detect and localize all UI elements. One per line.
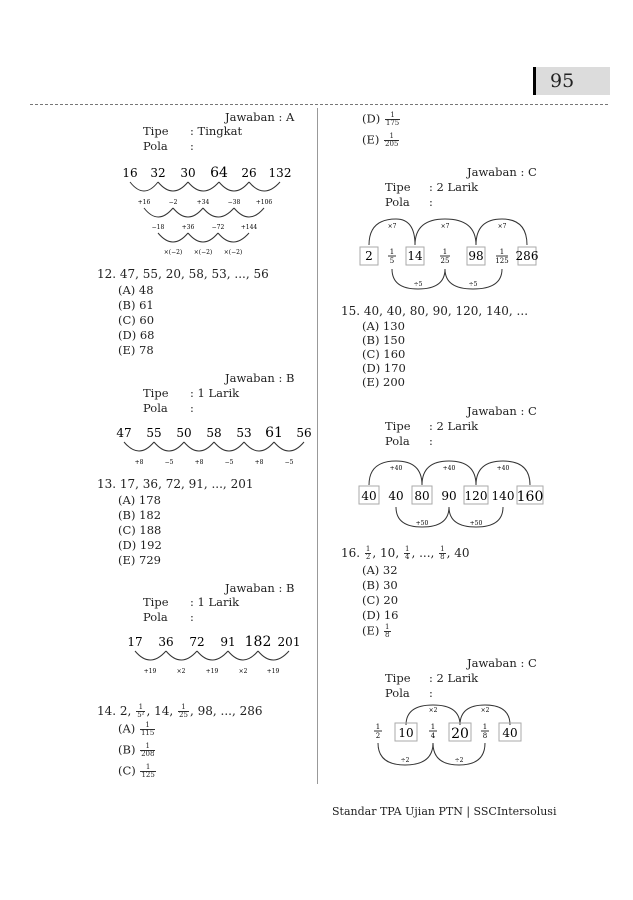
q11-diff1: −2: [168, 199, 178, 206]
q14-top-label: ×7: [497, 223, 507, 230]
q12-option: (B) 61: [118, 298, 154, 312]
q11-diff3: ×(−2): [163, 249, 183, 256]
q14-prefix: 14. 2,: [97, 704, 132, 718]
q11-arc2: [234, 208, 264, 217]
q15-bottom-label: +50: [415, 520, 429, 527]
q16-bottom-label: ÷2: [400, 757, 410, 764]
q13-arc: [135, 651, 166, 660]
q16-box-value: 20: [451, 726, 469, 742]
q14-box-value: 14: [407, 249, 423, 263]
q15-tipe-label: Tipe: [385, 419, 411, 433]
q16-option-frac: $\frac{1}{8}$: [385, 623, 390, 639]
q13-term: 72: [189, 635, 205, 649]
q12-arc: [274, 442, 304, 451]
q13-question: 13. 17, 36, 72, 91, ..., 201: [97, 477, 254, 491]
q11-arc3: [188, 233, 218, 242]
q11-arc: [219, 182, 249, 191]
q14-bottom-label: ÷5: [413, 281, 423, 288]
q11-arc2: [144, 208, 173, 217]
q14-option-frac: $\frac{1}{205}$: [385, 132, 399, 148]
q16-question: 16. $\frac{1}{2}$ , 10, $\frac{1}{4}$ , ..., $\frac{1}{8}$ , 40: [341, 545, 470, 561]
q16-option: (E) $\frac{1}{8}$: [362, 623, 390, 639]
q14-term: 98, ..., 286: [197, 704, 263, 718]
q13-tipe-label: Tipe: [143, 595, 169, 609]
q16-frac-den: 2: [375, 732, 381, 740]
q13-diff: +19: [266, 668, 280, 675]
q16-option: (D) 16: [362, 608, 399, 622]
q15-option: (B) 150: [362, 333, 406, 347]
q16-frac-den: 8: [482, 732, 488, 740]
q16-diagram: [360, 695, 530, 773]
q15-option: (D) 170: [362, 361, 406, 375]
q12-term: 56: [296, 426, 312, 440]
q13-term: 17: [127, 635, 143, 649]
q16-prefix: 16.: [341, 546, 361, 560]
q12-option: (E) 78: [118, 343, 154, 357]
q16-frac-num: 1: [375, 723, 381, 731]
q11-arc: [249, 182, 280, 191]
q14-frac-den: 25: [440, 257, 450, 265]
q14-frac: $\frac{1}{\text{5²}}$: [137, 703, 145, 719]
q12-diff: +8: [134, 459, 144, 466]
q13-arc: [166, 651, 197, 660]
q16-top-label: ×2: [428, 707, 438, 714]
q13-term: 91: [220, 635, 236, 649]
q11-pola-label: Pola: [143, 139, 168, 153]
q16-term: 10,: [380, 546, 400, 560]
q16-pola-value: :: [429, 686, 433, 700]
q11-diff3: ×(−2): [223, 249, 243, 256]
q13-pola-value: :: [190, 610, 194, 624]
q11-diff2: +144: [240, 224, 258, 231]
q13-option: (C) 188: [118, 523, 162, 537]
q13-diff: ×2: [176, 668, 186, 675]
q16-bottom-label: ÷2: [454, 757, 464, 764]
q14-top-label: ×7: [440, 223, 450, 230]
q15-question: 15. 40, 40, 80, 90, 120, 140, ...: [341, 304, 529, 318]
q11-term: 32: [150, 166, 166, 180]
q12-diff: +8: [254, 459, 264, 466]
q14-option: (E) $\frac{1}{205}$: [362, 132, 399, 148]
q15-top-label: +40: [389, 465, 403, 472]
q14-option-frac: $\frac{1}{115}$: [140, 721, 155, 737]
q14-bottom-label: ÷5: [468, 281, 478, 288]
q16-option: (A) 32: [362, 563, 398, 577]
q11-diff2: −72: [211, 224, 225, 231]
q13-option: (E) 729: [118, 553, 161, 567]
q16-term: 40: [454, 546, 470, 560]
q11-arc2: [203, 208, 234, 217]
q14-option-frac: $\frac{1}{208}$: [141, 742, 155, 758]
q15-option: (A) 130: [362, 319, 405, 333]
q14-frac: $\frac{1}{25}$: [179, 703, 188, 719]
q12-term: 50: [176, 426, 192, 440]
q16-frac: $\frac{1}{2}$: [365, 545, 371, 561]
q14-pola-label: Pola: [385, 195, 410, 209]
q12-diff: −5: [224, 459, 234, 466]
q11-term-answer: 64: [210, 165, 228, 181]
q12-diagram: [110, 423, 315, 468]
q15-term: 80: [414, 489, 430, 503]
q11-jawaban: Jawaban : A: [225, 110, 295, 124]
q13-term: 201: [277, 635, 301, 649]
q16-option: (B) 30: [362, 578, 398, 592]
q15-tipe-value: : 2 Larik: [429, 419, 479, 433]
q12-arc: [244, 442, 274, 451]
q11-diff1: +16: [137, 199, 151, 206]
q13-diff: +19: [205, 668, 219, 675]
q12-arc: [184, 442, 214, 451]
q12-arc: [214, 442, 244, 451]
q13-option: (B) 182: [118, 508, 162, 522]
q12-term-answer: 61: [265, 425, 283, 441]
q13-arc: [228, 651, 258, 660]
q14-top-label: ×7: [387, 223, 397, 230]
q12-pola-value: :: [190, 401, 194, 415]
q12-question: 12. 47, 55, 20, 58, 53, ..., 56: [97, 267, 269, 281]
q16-box-value: 10: [398, 726, 414, 740]
q16-option: (C) 20: [362, 593, 399, 607]
q11-arc: [130, 182, 158, 191]
q16-top-label: ×2: [480, 707, 490, 714]
q13-option: (D) 192: [118, 538, 162, 552]
q11-term: 26: [241, 166, 257, 180]
q12-option: (C) 60: [118, 313, 155, 327]
q11-tipe-label: Tipe: [143, 124, 169, 138]
q13-diff: ×2: [238, 668, 248, 675]
q15-pola-label: Pola: [385, 434, 410, 448]
q13-arc: [258, 651, 289, 660]
q12-term: 47: [116, 426, 132, 440]
q12-arc: [154, 442, 184, 451]
q16-jawaban: Jawaban : C: [467, 656, 537, 670]
q15-bottom-label: +50: [469, 520, 483, 527]
q15-top-label: +40: [496, 465, 510, 472]
q14-option: (C) $\frac{1}{125}$: [118, 763, 155, 779]
q11-diff3: ×(−2): [193, 249, 213, 256]
q16-tipe-label: Tipe: [385, 671, 411, 685]
q14-tipe-label: Tipe: [385, 180, 411, 194]
q15-jawaban: Jawaban : C: [467, 404, 537, 418]
q12-term: 53: [236, 426, 252, 440]
q16-frac-den: 4: [430, 732, 436, 740]
q14-frac-den: 125: [495, 257, 509, 265]
q14-frac-den: 5: [389, 257, 395, 265]
q15-pola-value: :: [429, 434, 433, 448]
q11-arc: [158, 182, 188, 191]
q13-jawaban: Jawaban : B: [225, 581, 295, 595]
q12-tipe-value: : 1 Larik: [190, 386, 240, 400]
q13-term: 36: [158, 635, 174, 649]
q16-frac-num: 1: [482, 723, 488, 731]
q14-box-value: 2: [365, 249, 373, 263]
q14-option: (D) $\frac{1}{175}$: [362, 111, 400, 127]
q14-tipe-value: : 2 Larik: [429, 180, 479, 194]
q11-diff2: −18: [151, 224, 165, 231]
q15-term: 40: [361, 489, 377, 503]
q12-diff: −5: [284, 459, 294, 466]
q12-term: 58: [206, 426, 222, 440]
q14-option: (A) $\frac{1}{115}$: [118, 721, 155, 737]
q16-pola-label: Pola: [385, 686, 410, 700]
q14-option: (B) $\frac{1}{208}$: [118, 742, 155, 758]
footer-text: Standar TPA Ujian PTN | SSCIntersolusi: [332, 805, 557, 818]
q15-option: (C) 160: [362, 347, 406, 361]
q12-diff: +8: [194, 459, 204, 466]
q14-option-frac: $\frac{1}{125}$: [141, 763, 155, 779]
page-number: 95: [550, 70, 575, 92]
q15-diagram: [355, 455, 545, 533]
q16-frac: $\frac{1}{4}$: [404, 545, 410, 561]
q11-arc3: [218, 233, 249, 242]
q14-diagram: [355, 215, 545, 293]
q13-term-answer: 182: [244, 634, 272, 650]
page-number-box: [533, 67, 610, 95]
q11-arc3: [158, 233, 188, 242]
header-divider: [30, 104, 608, 105]
q13-pola-label: Pola: [143, 610, 168, 624]
q14-option-frac: $\frac{1}{175}$: [385, 111, 400, 127]
q11-diff1: +106: [255, 199, 273, 206]
q15-option: (E) 200: [362, 375, 405, 389]
q15-term: 120: [464, 489, 488, 503]
q15-term: 140: [491, 489, 515, 503]
q13-arc: [197, 651, 228, 660]
q16-frac-num: 1: [430, 723, 436, 731]
q15-top-label: +40: [442, 465, 456, 472]
column-divider: [317, 108, 318, 784]
q11-diff1: −38: [227, 199, 241, 206]
q15-term: 40: [388, 489, 404, 503]
q14-box-value: 98: [468, 249, 484, 263]
q14-frac-num: 1: [499, 248, 505, 256]
q11-diagram: [110, 160, 310, 265]
q11-term: 30: [180, 166, 196, 180]
q13-diff: +19: [143, 668, 157, 675]
q14-frac-num: 1: [442, 248, 448, 256]
q16-frac: $\frac{1}{8}$: [440, 545, 445, 561]
q11-term: 132: [268, 166, 292, 180]
q13-option: (A) 178: [118, 493, 161, 507]
q12-pola-label: Pola: [143, 401, 168, 415]
q11-arc: [188, 182, 219, 191]
q16-box-value: 40: [502, 726, 518, 740]
q14-frac-num: 1: [389, 248, 395, 256]
q12-option: (D) 68: [118, 328, 155, 342]
q11-term: 16: [122, 166, 138, 180]
q13-diagram: [115, 632, 315, 677]
q14-term: 14,: [154, 704, 174, 718]
q15-term-answer: 160: [516, 489, 544, 505]
q13-tipe-value: : 1 Larik: [190, 595, 240, 609]
q11-pola-value: :: [190, 139, 194, 153]
q16-dots: ...,: [419, 546, 439, 560]
q14-pola-value: :: [429, 195, 433, 209]
q12-term: 55: [146, 426, 162, 440]
q12-option: (A) 48: [118, 283, 154, 297]
q12-jawaban: Jawaban : B: [225, 371, 295, 385]
q11-diff2: +36: [181, 224, 195, 231]
q15-term: 90: [441, 489, 457, 503]
q12-arc: [124, 442, 154, 451]
q12-diff: −5: [164, 459, 174, 466]
q12-tipe-label: Tipe: [143, 386, 169, 400]
q11-tipe-value: : Tingkat: [190, 124, 243, 138]
q14-jawaban: Jawaban : C: [467, 165, 537, 179]
q16-tipe-value: : 2 Larik: [429, 671, 479, 685]
q11-arc2: [173, 208, 203, 217]
q14-question: 14. 2, $\frac{1}{\text{5²}}$ , 14, $\frac{1}{25}$ , 98, ..., 286: [97, 703, 263, 719]
q14-box-value: 286: [515, 249, 539, 263]
q11-diff1: +34: [196, 199, 210, 206]
